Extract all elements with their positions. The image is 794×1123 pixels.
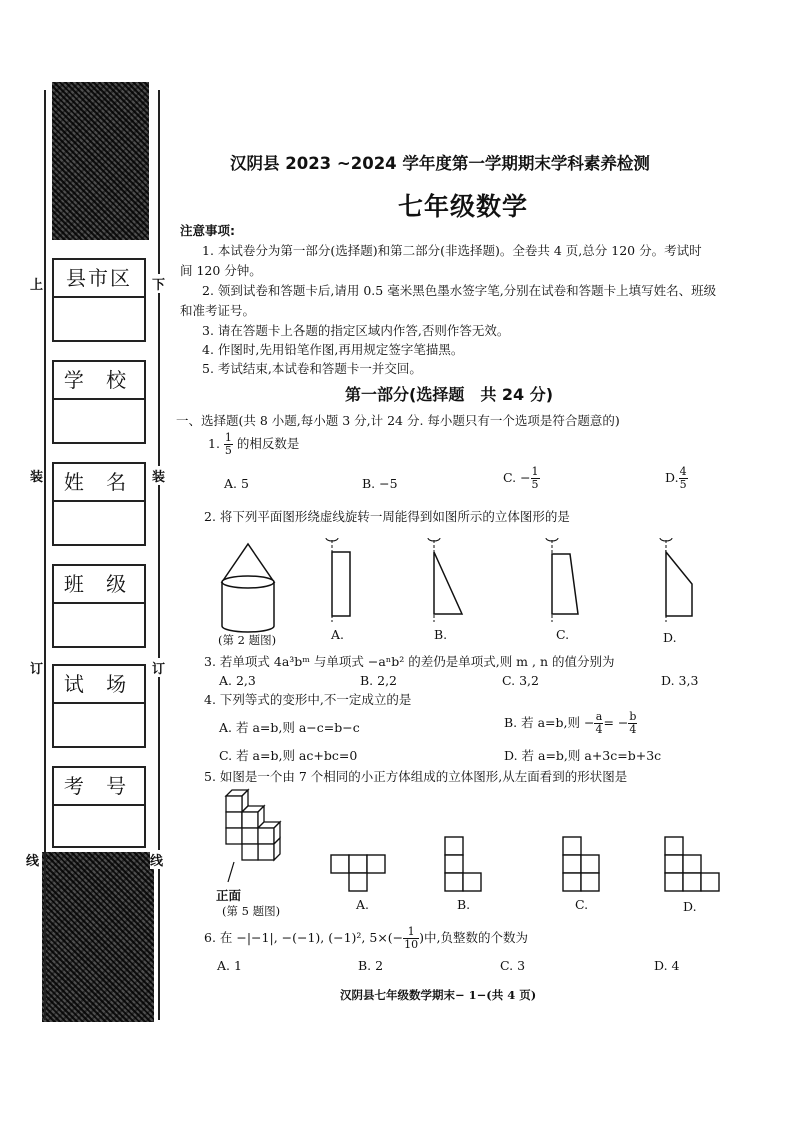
- notice-line-1: 1. 本试卷分为第一部分(选择题)和第二部分(非选择题)。全卷共 4 页,总分 120 分。考试时: [202, 243, 702, 258]
- q6-option-d[interactable]: D. 4: [654, 958, 680, 973]
- field-school[interactable]: [52, 360, 146, 444]
- q5-option-b-figure[interactable]: [444, 836, 484, 896]
- q3-stem: 3. 若单项式 4a³bᵐ 与单项式 −aⁿb² 的差仍是单项式,则 m , n 的值分别为: [204, 654, 615, 669]
- q5-figure-caption: (第 5 题图): [222, 904, 281, 918]
- field-exam-room[interactable]: [52, 664, 146, 748]
- q5-stem: 5. 如图是一个由 7 个相同的小正方体组成的立体图形,从左面看到的形状图是: [204, 769, 628, 784]
- notice-line-3: 2. 领到试卷和答题卡后,请用 0.5 毫米黑色墨水签字笔,分别在试卷和答题卡上填写姓名、班级: [202, 283, 717, 298]
- q1-option-c[interactable]: C. − $\frac{1}{5}$: [503, 465, 539, 491]
- binding-mark-bind-right: 装: [152, 466, 165, 485]
- q1-option-d[interactable]: D. $\frac{4}{5}$: [665, 465, 687, 491]
- q6-fraction: $\frac{1}{10}$: [404, 925, 419, 951]
- binding-mark-line-left: 线: [26, 850, 39, 869]
- q1-fraction: $\frac{1}{5}$: [224, 431, 232, 457]
- binding-mark-down-right: 下: [152, 274, 165, 293]
- q6-option-b[interactable]: B. 2: [358, 958, 384, 973]
- q2-stem: 2. 将下列平面图形绕虚线旋转一周能得到如图所示的立体图形的是: [204, 509, 570, 524]
- page-footer: 汉阴县七年级数学期末− 1−(共 4 页): [340, 988, 537, 1002]
- binding-mark-staple-left: 订: [30, 658, 43, 677]
- q2-figure-caption: (第 2 题图): [218, 633, 277, 647]
- q5-option-d-figure[interactable]: [664, 836, 728, 896]
- q4-option-d[interactable]: D. 若 a=b,则 a+3c=b+3c: [504, 748, 662, 763]
- q2-label-c[interactable]: C.: [556, 627, 570, 642]
- q1-text: 的相反数是: [236, 436, 300, 451]
- binding-mark-bind-left: 装: [30, 466, 43, 485]
- q1-option-b[interactable]: B. −5: [362, 476, 398, 491]
- q5-label-a[interactable]: A.: [356, 897, 370, 912]
- binding-texture-top: [52, 82, 149, 240]
- section-instruction: 一、选择题(共 8 小题,每小题 3 分,计 24 分. 每小题只有一个选项是符合题意的): [176, 413, 620, 428]
- q5-label-c[interactable]: C.: [575, 897, 589, 912]
- binding-line-left: [44, 90, 46, 1020]
- q5-option-c-figure[interactable]: [562, 836, 602, 896]
- notice-line-4: 和准考证号。: [180, 303, 256, 318]
- field-class[interactable]: [52, 564, 146, 648]
- subject-title: 七年级数学: [398, 192, 529, 221]
- field-exam-number[interactable]: [52, 766, 146, 848]
- notice-heading: 注意事项:: [180, 223, 235, 238]
- field-county-label: 县市区: [54, 260, 144, 298]
- notice-line-2: 间 120 分钟。: [180, 263, 262, 278]
- q2-label-b[interactable]: B.: [434, 627, 448, 642]
- q3-option-c[interactable]: C. 3,2: [502, 673, 539, 688]
- binding-texture-bottom: [42, 852, 154, 1022]
- field-name[interactable]: [52, 462, 146, 546]
- q5-cube-figure: [214, 782, 304, 882]
- field-name-label: 姓 名: [54, 464, 144, 502]
- q4-option-a[interactable]: A. 若 a=b,则 a−c=b−c: [219, 720, 360, 735]
- q1-stem: [208, 432, 299, 457]
- q2-option-b-figure[interactable]: [424, 530, 474, 630]
- q3-option-a[interactable]: A. 2,3: [219, 673, 256, 688]
- q2-label-d[interactable]: D.: [663, 630, 677, 645]
- field-exam-room-label: 试 场: [54, 666, 144, 704]
- q2-option-d-figure[interactable]: [656, 530, 706, 630]
- q4-stem: 4. 下列等式的变形中,不一定成立的是: [204, 692, 412, 707]
- notice-line-6: 4. 作图时,先用铅笔作图,再用规定签字笔描黑。: [202, 342, 464, 357]
- binding-mark-staple-right: 订: [152, 658, 165, 677]
- field-exam-number-label: 考 号: [54, 768, 144, 806]
- q1-option-a[interactable]: A. 5: [224, 476, 249, 491]
- q4-option-b[interactable]: B. 若 a=b,则 − $\frac{a}{4}$ = − $\frac{b}{4}$: [504, 710, 637, 736]
- q5-option-a-figure[interactable]: [330, 854, 394, 894]
- exam-title: 汉阴县 2023 ~2024 学年度第一学期期末学科素养检测: [230, 154, 650, 173]
- binding-mark-line-right: 线: [150, 850, 163, 869]
- q2-solid-figure: [212, 540, 282, 640]
- field-school-label: 学 校: [54, 362, 144, 400]
- q5-front-label: 正面: [216, 888, 242, 903]
- q6-option-a[interactable]: A. 1: [217, 958, 242, 973]
- q3-option-d[interactable]: D. 3,3: [661, 673, 699, 688]
- q1-number: 1.: [208, 436, 220, 451]
- notice-line-7: 5. 考试结束,本试卷和答题卡一并交回。: [202, 361, 422, 376]
- q2-option-a-figure[interactable]: [318, 530, 358, 630]
- q4-option-c[interactable]: C. 若 a=b,则 ac+bc=0: [219, 748, 358, 763]
- q5-label-b[interactable]: B.: [457, 897, 471, 912]
- q3-option-b[interactable]: B. 2,2: [360, 673, 398, 688]
- q2-label-a[interactable]: A.: [331, 627, 345, 642]
- q5-label-d[interactable]: D.: [683, 899, 697, 914]
- q6-stem: 6. 在 −|−1|, −(−1), (−1)², 5×(− $\frac{1}{10}$ )中,负整数的个数为: [204, 925, 529, 951]
- binding-mark-up-left: 上: [30, 274, 43, 293]
- binding-line-right: [158, 90, 160, 1020]
- part1-heading: 第一部分(选择题 共 24 分): [345, 385, 554, 404]
- notice-line-5: 3. 请在答题卡上各题的指定区域内作答,否则作答无效。: [202, 323, 510, 338]
- q6-option-c[interactable]: C. 3: [500, 958, 526, 973]
- field-class-label: 班 级: [54, 566, 144, 604]
- q2-option-c-figure[interactable]: [540, 530, 590, 630]
- field-county[interactable]: [52, 258, 146, 342]
